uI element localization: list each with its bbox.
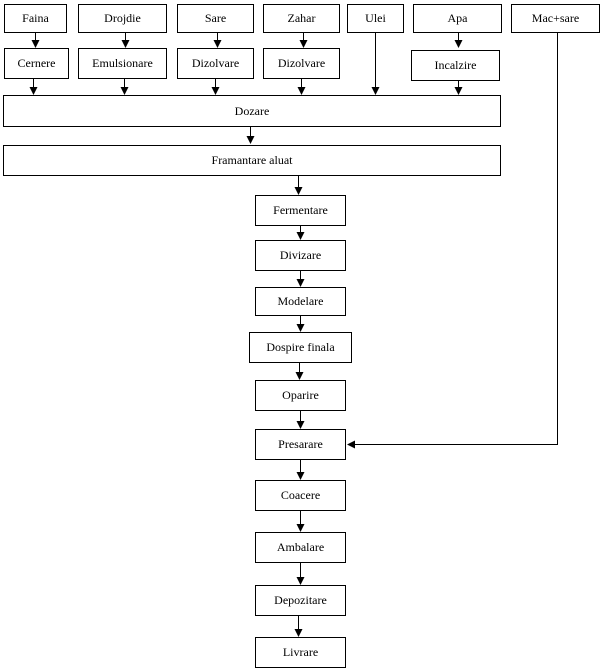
step-dospire-box bbox=[250, 333, 352, 363]
ingredient-sare-label: Sare bbox=[204, 11, 227, 25]
step-dospire-label: Dospire finala bbox=[266, 340, 335, 354]
step-divizare-label: Divizare bbox=[279, 248, 322, 262]
step-divizare-box bbox=[256, 241, 346, 271]
step-framantare-box bbox=[4, 146, 501, 176]
ingredient-mac-sare-label: Mac+sare bbox=[531, 11, 580, 25]
ingredient-apa-label: Apa bbox=[447, 11, 468, 25]
step-dozare-box bbox=[4, 96, 501, 127]
step-livrare-box bbox=[256, 638, 346, 668]
ingredient-ulei-label: Ulei bbox=[365, 11, 386, 25]
prep-cernere-label: Cernere bbox=[17, 56, 56, 70]
prep-emulsionare-label: Emulsionare bbox=[92, 56, 153, 70]
step-oparire-box bbox=[256, 381, 346, 411]
step-modelare-box bbox=[256, 288, 346, 316]
step-fermentare-label: Fermentare bbox=[273, 203, 328, 217]
step-oparire-label: Oparire bbox=[282, 388, 319, 402]
prep-dizolvare-zahar-label: Dizolvare bbox=[277, 56, 326, 70]
step-ambalare-label: Ambalare bbox=[276, 540, 325, 554]
prep-emulsionare-box bbox=[79, 49, 167, 79]
prep-dizolvare-sare-label: Dizolvare bbox=[191, 56, 240, 70]
ingredient-zahar-label: Zahar bbox=[287, 11, 316, 25]
step-depozitare-label: Depozitare bbox=[274, 593, 327, 607]
ingredient-drojdie-label: Drojdie bbox=[104, 11, 141, 25]
step-depozitare-box bbox=[256, 586, 346, 616]
ingredient-faina-box bbox=[5, 5, 67, 33]
step-livrare-label: Livrare bbox=[282, 645, 319, 659]
step-presarare-box bbox=[256, 430, 346, 460]
prep-dizolvare-sare-box bbox=[178, 49, 254, 79]
prep-incalzire-box bbox=[412, 51, 500, 81]
prep-incalzire-label: Incalzire bbox=[434, 58, 477, 72]
ingredient-zahar-box bbox=[264, 5, 340, 33]
step-dozare-label: Dozare bbox=[234, 104, 270, 118]
prep-dizolvare-zahar-box bbox=[264, 49, 340, 79]
step-coacere-label: Coacere bbox=[280, 488, 321, 502]
ingredient-sare-box bbox=[178, 5, 254, 33]
ingredient-drojdie-box bbox=[79, 5, 167, 33]
step-framantare-label: Framantare aluat bbox=[211, 153, 293, 167]
ingredient-ulei-box bbox=[348, 5, 404, 33]
step-coacere-box bbox=[256, 481, 346, 511]
prep-cernere-box bbox=[5, 49, 69, 79]
step-fermentare-box bbox=[256, 196, 346, 226]
arrow-mac-sare-presarare bbox=[348, 33, 558, 445]
step-modelare-label: Modelare bbox=[277, 294, 324, 308]
step-ambalare-box bbox=[256, 533, 346, 563]
ingredient-mac-sare-box bbox=[512, 5, 600, 33]
ingredient-faina-label: Faina bbox=[22, 11, 49, 25]
ingredient-apa-box bbox=[414, 5, 502, 33]
step-presarare-label: Presarare bbox=[278, 437, 323, 451]
